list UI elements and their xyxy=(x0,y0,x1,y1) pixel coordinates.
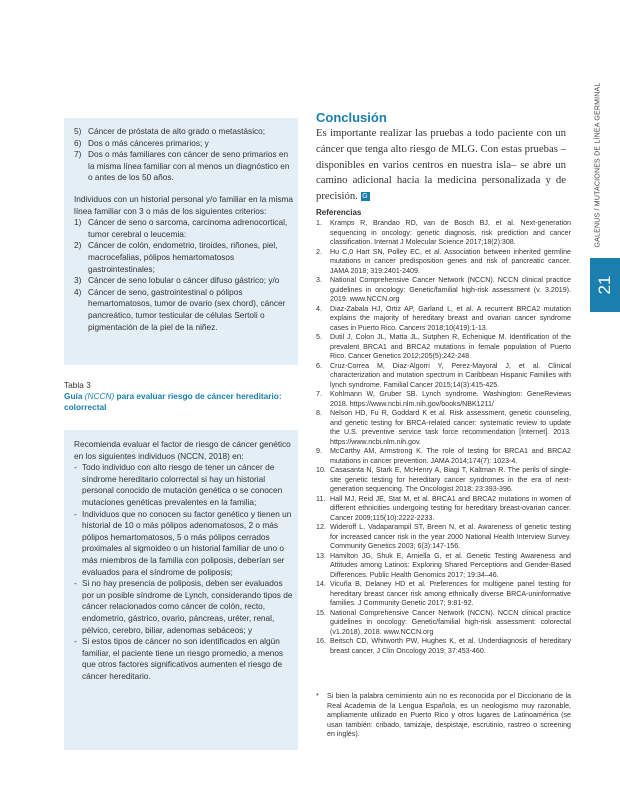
reference-item: 16. Beitsch CD, Whitworth PW, Hughes K, et al. Underdiagnosis of hereditary breast cancer. J Clin Oncology 2019; 37:453-460. xyxy=(316,637,571,655)
list-item: 4) Cáncer de seno, gastrointestinal o pólipos hemartomatosos, tumor de ovario (sex chord), cáncer pancreático, tumor testicular de células Sertoli o pigmentación de la piel de la niñez. xyxy=(74,286,286,332)
reference-item: 10. Casasanta N, Stark E, McHenry A, Biagi T, Kaltman R. The perils of single-site genetic testing for hereditary cancer syndromes in the era of next-generation sequencing. The Oncologist 2018; 23:393-396. xyxy=(316,466,571,493)
list-item: - Si no hay presencia de poliposis, deben ser evaluados por un posible síndrome de Lynch, considerando tipos de cáncer relacionados como cáncer de colón, recto, endometrio, gástrico, ovario, páncreas, uréter, renal, pélvico, cerebro, biliar, adenomas sebáceos; y xyxy=(74,578,293,635)
running-section-label: GALENUS / MUTACIONES DE LÍNEA GERMINAL xyxy=(594,82,602,248)
reference-item: 2. Hu C,0 Hart SN, Polley EC, et al. Association between inherited germline mutations in cancer predisposition genes and risk of pancreatic cancer. JAMA 2018; 319:2401-2409. xyxy=(316,247,571,275)
page-number-tab xyxy=(590,258,620,312)
end-mark-icon: G xyxy=(362,193,368,201)
table-title: Guía (NCCN) para evaluar riesgo de cáncer hereditario: colorrectal xyxy=(64,391,282,412)
list-item: - Individuos que no conocen su factor genético y tienen un historial de 10 o más pólipos adenomatosos, 2 o más pólipos hemartomatosos, 5 o más pólipos cerrados proximales al sigmoideo o un historial familiar de uno o más miembros de la familia con poliposis, deberían ser evaluados para el síndrome de poliposis; xyxy=(74,508,292,577)
list-item: 3) Cáncer de seno lobular o cáncer difuso gástrico; y/o xyxy=(74,275,280,286)
reference-item: 5. Dutil J, Colon JL, Matta JL, Sutphen R, Echenique M. Identification of the prevalent BRCA1 and BRCA2 mutations in female population of Puerto Rico. Cancer Genetics 2012;205(5):242-248. xyxy=(316,333,571,360)
footnote-text: Si bien la palabra cernimiento aún no es reconocida por el Diccionario de la Real Academia de la Lengua Española, es un neologismo muy razonable, ampliamente utilizado en Puerto Rico y otros lugares de Latinoamérica (se usan también: cribado, tamizaje, despistaje, escrutinio, rastreo o screening en inglés). xyxy=(327,692,571,738)
reference-item: 6. Cruz-Correa M, Diaz-Algorri Y, Perez-Mayoral J, et al. Clinical characterization and mutation spectrum in Caribbean Hispanic Families with lynch syndrome. Familial Cancer 2015;14(3):415-425. xyxy=(316,361,571,389)
list-item: - Todo individuo con alto riesgo de tener un cáncer de síndrome hereditario colorrectal si hay un historial personal conocido de mutación genética o se conocen mutaciones genéticas prevalentes en la familia; xyxy=(74,462,283,507)
reference-item: 9. McCarthy AM, Armstrong K. The role of testing for BRCA1 and BRCA2 mutations in cancer prevention. JAMA 2014;174(7): 1023-4. xyxy=(316,447,571,465)
reference-item: 14. Vicuña B, Delaney HD et al. Preferences for multigene panel testing for hereditary breast cancer risk among ethnically diverse BRCA-uninformative families. J Community Genetic 2017; 9:81-92. xyxy=(316,580,571,607)
criteria-box-content xyxy=(74,126,294,333)
references-heading: Referencias xyxy=(316,208,362,217)
criteria-box xyxy=(64,118,298,365)
guide-intro: Recomienda evaluar el factor de riesgo de cáncer genético en los siguientes individuos (NCCN, 2018) en: xyxy=(74,439,291,461)
list-item: 5) Cáncer de próstata de alto grado o metastásico; xyxy=(74,126,266,136)
criteria-list-2 xyxy=(74,217,294,333)
reference-item: 1. Kramps R, Brandao RD, van de Bosch BJ, et al. Next-generation sequencing in oncology: genetic diagnosis, risk prediction and cancer classification. Internat J Molecular Science 2017;18(2):308. xyxy=(316,219,571,246)
guide-list xyxy=(74,462,294,682)
table-label: Tabla 3 xyxy=(64,380,91,390)
reference-item: 15. National Comprehensive Cancer Network (NCCN). NCCN clinical practice guidelines in oncology: Genetic/familial high-risk assessment: colorectal (v1.2018). 2018. www.NCCN.org xyxy=(316,608,571,636)
reference-item: 11. Hall MJ, Reid JE, Stat M, et al. BRCA1 and BRCA2 mutations in women of different ethnicities undergoing testing for hereditary breast-ovarian cancer. Cancer 2009;115(10):2222-2233. xyxy=(316,494,571,522)
list-item: 1) Cáncer de seno o sarcoma, carcinoma adrenocortical, tumor cerebral o leucemia: xyxy=(74,217,288,239)
reference-item: 13. Hamilton JG, Shuk E, Arniella G, et al. Genetic Testing Awareness and Attitudes among Latinos: Exploring Shared Perceptions and Gender-Based Differences. Public Health Genomics 2017; 19:34–46. xyxy=(316,551,571,579)
footnote-mark: * xyxy=(316,692,319,700)
reference-item: 3. National Comprehensive Cancer Network (NCCN). NCCN clinical practice guidelines in oncology: Genetic/familial high-risk assessment (v. 3.2019). 2019. www.NCCN.org xyxy=(316,276,571,303)
list-item: 2) Cáncer de colón, endometrio, tiroides, riñones, piel, macrocefalias, pólipos hemartomatosos gastrointestinales; xyxy=(74,240,278,274)
page-number: 21 xyxy=(595,275,614,295)
criteria-list-1 xyxy=(74,126,294,184)
colorectal-guide-box xyxy=(64,430,298,750)
colorectal-guide-content xyxy=(74,439,294,682)
list-item: 7) Dos o más familiares con cáncer de seno primarios en la misma línea familiar con al menos un diagnóstico en o antes de los 50 años. xyxy=(74,149,290,183)
list-item: 6) Dos o más cánceres primarios; y xyxy=(74,137,209,148)
conclusion-heading: Conclusión xyxy=(316,110,387,125)
references-list xyxy=(316,219,571,656)
reference-item: 4. Diaz-Zabala HJ, Ortiz AP, Garland L, et al. A recurrent BRCA2 mutation explains the majority of hereditary breast and ovarian cancer syndrome cases in Puerto Rico. Cancers 2018;10(419):1-13. xyxy=(316,304,571,332)
conclusion-text: Es importante realizar las pruebas a todo paciente con un cáncer que tenga alto riesgo de MLG. Con estas pruebas –disponibles en varios centros en nuestra isla– se abre un camino adicional hacia la medicina personalizada y de precisión. G xyxy=(316,127,566,203)
list-item: - Si estos tipos de cáncer no son identificados en algún familiar, el paciente tiene un riesgo promedio, a menos que otros factores significativos aumenten el riesgo de cáncer hereditario. xyxy=(74,636,284,681)
criteria-paragraph: Individuos con un historial personal y/o familiar en la misma línea familiar con 3 o más de los siguientes criterios: xyxy=(74,193,294,216)
reference-item: 7. Kohlmann W, Gruber SB. Lynch syndrome. Washington: GeneReviews 2018. https://www.ncbi.nlm.nih.gov/books/NBK1211/ xyxy=(316,390,571,408)
table-caption xyxy=(64,380,304,413)
footnote xyxy=(316,692,571,740)
reference-item: 12. Wideroff L, Vadaparampil ST, Breen N, et al. Awareness of genetic testing for increased cancer risk in the year 2000 National Health Interview Survey. Community Genetics 2003; 6(3):147-156. xyxy=(316,523,571,550)
reference-item: 8. Nelson HD, Fu R, Goddard K et al. Risk assessment, genetic counseling, and genetic testing for BRCA-related cancer: systematic review to update the U.S. preventive service task force recommendation [Internet]. 2013. https://www.ncbi.nlm.nih.gov. xyxy=(316,409,571,446)
